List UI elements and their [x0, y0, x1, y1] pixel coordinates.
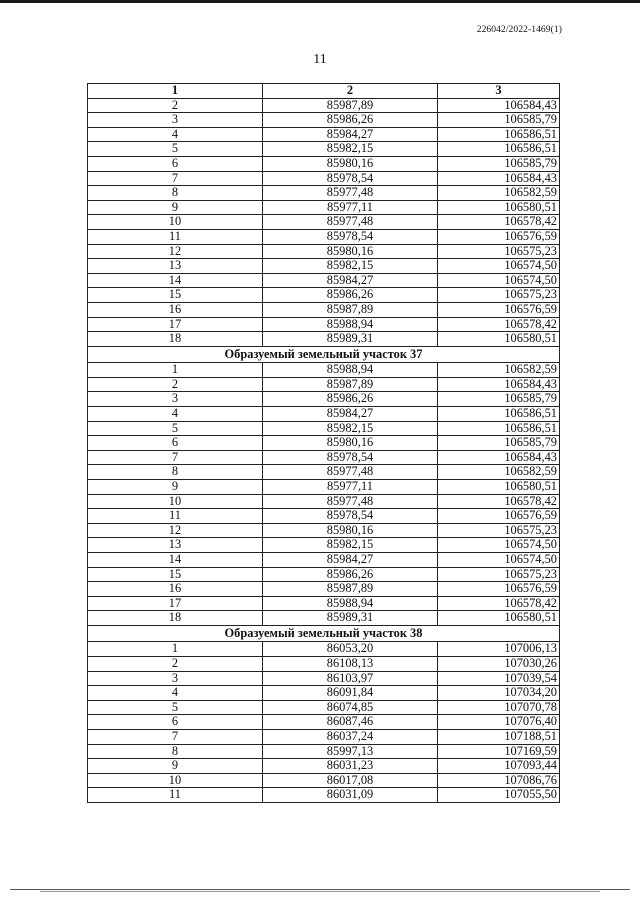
- coordinate-y: 107006,13: [438, 642, 560, 657]
- coordinate-x: 86091,84: [263, 686, 438, 701]
- point-number: 4: [88, 686, 263, 701]
- coordinate-y: 106580,51: [438, 479, 560, 494]
- point-number: 14: [88, 552, 263, 567]
- coordinate-y: 106575,23: [438, 567, 560, 582]
- coordinate-x: 85986,26: [263, 288, 438, 303]
- table-row: [88, 363, 560, 378]
- point-number: 13: [88, 259, 263, 274]
- coordinate-y: 106574,50: [438, 552, 560, 567]
- coordinates-table: [87, 83, 560, 803]
- table-row: [88, 523, 560, 538]
- coordinate-x: 85987,89: [263, 582, 438, 597]
- coordinate-x: 85987,89: [263, 377, 438, 392]
- table-header-row: [88, 84, 560, 99]
- table-row: [88, 671, 560, 686]
- table-row: [88, 98, 560, 113]
- point-number: 12: [88, 244, 263, 259]
- coordinate-x: 85978,54: [263, 509, 438, 524]
- table-row: [88, 744, 560, 759]
- coordinate-x: 85982,15: [263, 142, 438, 157]
- coordinate-x: 85982,15: [263, 259, 438, 274]
- point-number: 5: [88, 421, 263, 436]
- coordinate-y: 106586,51: [438, 421, 560, 436]
- coordinate-x: 85977,48: [263, 494, 438, 509]
- coordinate-y: 106586,51: [438, 127, 560, 142]
- table-row: [88, 552, 560, 567]
- coordinate-x: 85980,16: [263, 156, 438, 171]
- coordinate-x: 85989,31: [263, 332, 438, 347]
- table-row: [88, 773, 560, 788]
- coordinate-x: 85984,27: [263, 127, 438, 142]
- table-row: [88, 127, 560, 142]
- table-row: [88, 715, 560, 730]
- coordinate-y: 106576,59: [438, 302, 560, 317]
- header-col-2: 2: [263, 84, 438, 99]
- coordinate-x: 85980,16: [263, 523, 438, 538]
- table-row: [88, 479, 560, 494]
- section-title: Образуемый земельный участок 38: [88, 625, 560, 642]
- point-number: 5: [88, 142, 263, 157]
- section-title-row: [88, 625, 560, 642]
- coordinate-x: 85977,48: [263, 215, 438, 230]
- coordinate-y: 106584,43: [438, 450, 560, 465]
- table-row: [88, 611, 560, 626]
- table-row: [88, 288, 560, 303]
- table-row: [88, 538, 560, 553]
- point-number: 17: [88, 596, 263, 611]
- coordinate-y: 106574,50: [438, 259, 560, 274]
- coordinate-x: 86053,20: [263, 642, 438, 657]
- coordinate-x: 85988,94: [263, 363, 438, 378]
- coordinate-x: 85984,27: [263, 406, 438, 421]
- coordinate-x: 85978,54: [263, 229, 438, 244]
- coordinate-y: 106582,59: [438, 363, 560, 378]
- point-number: 7: [88, 729, 263, 744]
- point-number: 16: [88, 302, 263, 317]
- table-row: [88, 156, 560, 171]
- coordinate-y: 106585,79: [438, 156, 560, 171]
- coordinate-y: 106580,51: [438, 200, 560, 215]
- point-number: 6: [88, 436, 263, 451]
- point-number: 6: [88, 715, 263, 730]
- table-row: [88, 406, 560, 421]
- coordinate-x: 85997,13: [263, 744, 438, 759]
- coordinate-x: 86103,97: [263, 671, 438, 686]
- point-number: 7: [88, 450, 263, 465]
- point-number: 4: [88, 406, 263, 421]
- table-row: [88, 259, 560, 274]
- table-row: [88, 332, 560, 347]
- point-number: 14: [88, 273, 263, 288]
- point-number: 15: [88, 567, 263, 582]
- coordinate-x: 86037,24: [263, 729, 438, 744]
- table-row: [88, 656, 560, 671]
- table-row: [88, 729, 560, 744]
- coordinate-x: 85988,94: [263, 596, 438, 611]
- table-row: [88, 450, 560, 465]
- coordinate-y: 106584,43: [438, 377, 560, 392]
- coordinate-x: 85977,48: [263, 465, 438, 480]
- coordinate-y: 106575,23: [438, 288, 560, 303]
- table-row: [88, 171, 560, 186]
- point-number: 9: [88, 200, 263, 215]
- coordinate-x: 85984,27: [263, 552, 438, 567]
- coordinate-x: 85987,89: [263, 302, 438, 317]
- point-number: 18: [88, 332, 263, 347]
- coordinate-x: 85984,27: [263, 273, 438, 288]
- point-number: 8: [88, 186, 263, 201]
- coordinate-y: 106578,42: [438, 596, 560, 611]
- coordinate-y: 106585,79: [438, 113, 560, 128]
- coordinate-y: 106576,59: [438, 509, 560, 524]
- point-number: 3: [88, 392, 263, 407]
- coordinate-y: 106585,79: [438, 436, 560, 451]
- table-row: [88, 200, 560, 215]
- coordinate-y: 106580,51: [438, 332, 560, 347]
- table-row: [88, 377, 560, 392]
- table-body: [88, 98, 560, 802]
- coordinate-y: 106584,43: [438, 171, 560, 186]
- table-row: [88, 436, 560, 451]
- point-number: 17: [88, 317, 263, 332]
- coordinate-x: 86017,08: [263, 773, 438, 788]
- coordinate-x: 85980,16: [263, 436, 438, 451]
- coordinate-y: 107188,51: [438, 729, 560, 744]
- coordinate-x: 86031,09: [263, 788, 438, 803]
- coordinate-y: 106578,42: [438, 317, 560, 332]
- coordinate-x: 85982,15: [263, 538, 438, 553]
- point-number: 2: [88, 656, 263, 671]
- coordinate-x: 86087,46: [263, 715, 438, 730]
- point-number: 7: [88, 171, 263, 186]
- bottom-line-secondary: [40, 891, 600, 892]
- coordinate-y: 107169,59: [438, 744, 560, 759]
- table-row: [88, 596, 560, 611]
- coordinate-x: 85987,89: [263, 98, 438, 113]
- coordinate-x: 85978,54: [263, 450, 438, 465]
- page-number: 11: [313, 52, 327, 67]
- point-number: 9: [88, 479, 263, 494]
- coordinate-y: 107070,78: [438, 700, 560, 715]
- coordinate-x: 85982,15: [263, 421, 438, 436]
- table-row: [88, 273, 560, 288]
- point-number: 16: [88, 582, 263, 597]
- coordinate-x: 85989,31: [263, 611, 438, 626]
- point-number: 10: [88, 215, 263, 230]
- coordinate-y: 106575,23: [438, 523, 560, 538]
- top-border-line: [0, 0, 640, 3]
- coordinate-y: 106574,50: [438, 538, 560, 553]
- point-number: 9: [88, 759, 263, 774]
- table-row: [88, 494, 560, 509]
- point-number: 15: [88, 288, 263, 303]
- coordinate-y: 107093,44: [438, 759, 560, 774]
- coordinate-y: 106585,79: [438, 392, 560, 407]
- point-number: 6: [88, 156, 263, 171]
- point-number: 1: [88, 363, 263, 378]
- coordinate-x: 86031,23: [263, 759, 438, 774]
- coordinate-x: 85978,54: [263, 171, 438, 186]
- table-row: [88, 142, 560, 157]
- table-row: [88, 302, 560, 317]
- point-number: 13: [88, 538, 263, 553]
- coordinate-x: 85986,26: [263, 392, 438, 407]
- coordinate-x: 85980,16: [263, 244, 438, 259]
- table-row: [88, 113, 560, 128]
- coordinate-x: 85986,26: [263, 567, 438, 582]
- table-row: [88, 421, 560, 436]
- coordinate-y: 106575,23: [438, 244, 560, 259]
- coordinate-y: 106574,50: [438, 273, 560, 288]
- table-row: [88, 215, 560, 230]
- coordinate-y: 107039,54: [438, 671, 560, 686]
- coordinate-y: 106576,59: [438, 229, 560, 244]
- table-row: [88, 229, 560, 244]
- coordinate-x: 86074,85: [263, 700, 438, 715]
- point-number: 4: [88, 127, 263, 142]
- coordinate-y: 106580,51: [438, 611, 560, 626]
- table-row: [88, 700, 560, 715]
- coordinate-y: 107086,76: [438, 773, 560, 788]
- table-row: [88, 186, 560, 201]
- coordinate-x: 85977,11: [263, 200, 438, 215]
- table-row: [88, 392, 560, 407]
- coordinate-x: 85977,48: [263, 186, 438, 201]
- table-row: [88, 317, 560, 332]
- point-number: 11: [88, 788, 263, 803]
- coordinate-y: 106584,43: [438, 98, 560, 113]
- coordinate-y: 106578,42: [438, 494, 560, 509]
- coordinate-x: 85988,94: [263, 317, 438, 332]
- coordinate-y: 106582,59: [438, 186, 560, 201]
- table-row: [88, 567, 560, 582]
- bottom-line: [10, 889, 630, 890]
- point-number: 5: [88, 700, 263, 715]
- document-number: 226042/2022-1469(1): [476, 25, 562, 35]
- point-number: 8: [88, 744, 263, 759]
- coordinate-x: 86108,13: [263, 656, 438, 671]
- point-number: 12: [88, 523, 263, 538]
- point-number: 3: [88, 671, 263, 686]
- table-row: [88, 686, 560, 701]
- section-title-row: [88, 346, 560, 363]
- coordinate-y: 106582,59: [438, 465, 560, 480]
- coordinate-y: 106578,42: [438, 215, 560, 230]
- table-row: [88, 244, 560, 259]
- table-row: [88, 788, 560, 803]
- coordinate-y: 106586,51: [438, 142, 560, 157]
- table-row: [88, 465, 560, 480]
- point-number: 10: [88, 773, 263, 788]
- point-number: 11: [88, 509, 263, 524]
- table-row: [88, 642, 560, 657]
- point-number: 11: [88, 229, 263, 244]
- header-col-1: 1: [88, 84, 263, 99]
- table-row: [88, 582, 560, 597]
- table-row: [88, 509, 560, 524]
- section-title: Образуемый земельный участок 37: [88, 346, 560, 363]
- coordinate-y: 107034,20: [438, 686, 560, 701]
- point-number: 2: [88, 377, 263, 392]
- coordinate-y: 107030,26: [438, 656, 560, 671]
- point-number: 2: [88, 98, 263, 113]
- point-number: 8: [88, 465, 263, 480]
- point-number: 10: [88, 494, 263, 509]
- coordinate-x: 85986,26: [263, 113, 438, 128]
- point-number: 1: [88, 642, 263, 657]
- table-row: [88, 759, 560, 774]
- coordinate-y: 107055,50: [438, 788, 560, 803]
- coordinate-y: 106586,51: [438, 406, 560, 421]
- coordinate-y: 107076,40: [438, 715, 560, 730]
- coordinate-x: 85977,11: [263, 479, 438, 494]
- point-number: 3: [88, 113, 263, 128]
- coordinate-y: 106576,59: [438, 582, 560, 597]
- point-number: 18: [88, 611, 263, 626]
- header-col-3: 3: [438, 84, 560, 99]
